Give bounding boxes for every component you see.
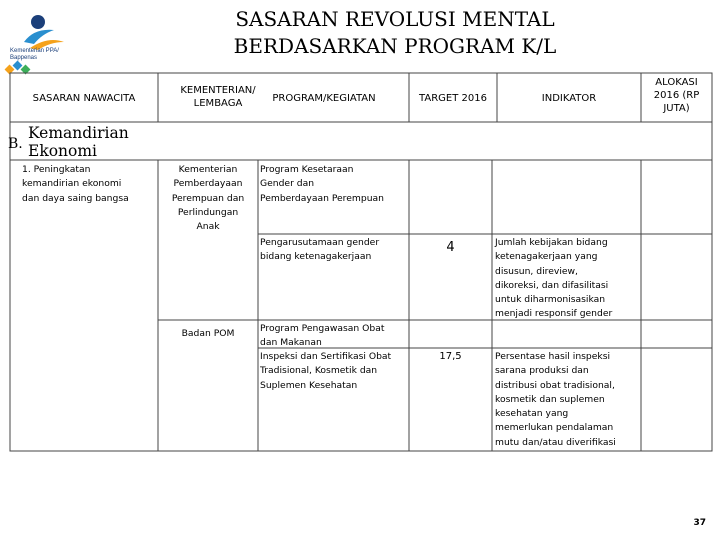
row-4-indikator: Persentase hasil inspeksi sarana produksi dan distribusi obat tradisional, kosmetik dan suplemen kesehatan yang memerlukan pendalaman mutu dan/atau diverifikasi [495,351,616,448]
header-program-kegiatan: PROGRAM/KEGIATAN [272,93,376,104]
header-target: TARGET 2016 [419,93,487,104]
header-kementerian: KEMENTERIAN/ LEMBAGA [180,85,256,109]
row-2-indikator: Jumlah kebijakan bidang ketenagakerjaan yang disusun, direview, dikoreksi, dan difasilitasi untuk diharmonisasikan menjadi responsif gender [495,237,613,320]
row-4-target: 17,5 [439,351,462,362]
nawacita-item: 1. Peningkatan kemandirian ekonomi dan daya saing bangsa [22,164,129,204]
logo-text: Kementerian PPA/ Bappenas [10,48,59,61]
page-number: 37 [693,518,706,528]
page-title-line-2: BERDASARKAN PROGRAM K/L [233,34,557,58]
row-1-kementerian: Kementerian Pemberdayaan Perempuan dan Perlindungan Anak [171,164,245,233]
row-3-kementerian: Badan POM [181,328,235,339]
row-3-program: Program Pengawasan Obat dan Makanan [260,323,385,349]
row-4-kegiatan: Inspeksi dan Sertifikasi Obat Tradisional, Kosmetik dan Suplemen Kesehatan [260,351,392,391]
header-alokasi: ALOKASI 2016 (RP JUTA) [653,77,700,114]
section-letter: B. [8,136,23,152]
row-2-target: 4 [446,240,455,255]
section-title: Kemandirian Ekonomi [28,124,129,160]
row-1-program: Program Kesetaraan Gender dan Pemberdayaan Perempuan [260,164,384,204]
header-indikator: INDIKATOR [541,93,597,104]
row-2-kegiatan: Pengarusutamaan gender bidang ketenagakerjaan [260,237,380,263]
page-title-line-1: SASARAN REVOLUSI MENTAL [235,7,555,31]
header-sasaran-nawacita: SASARAN NAWACITA [32,93,136,104]
